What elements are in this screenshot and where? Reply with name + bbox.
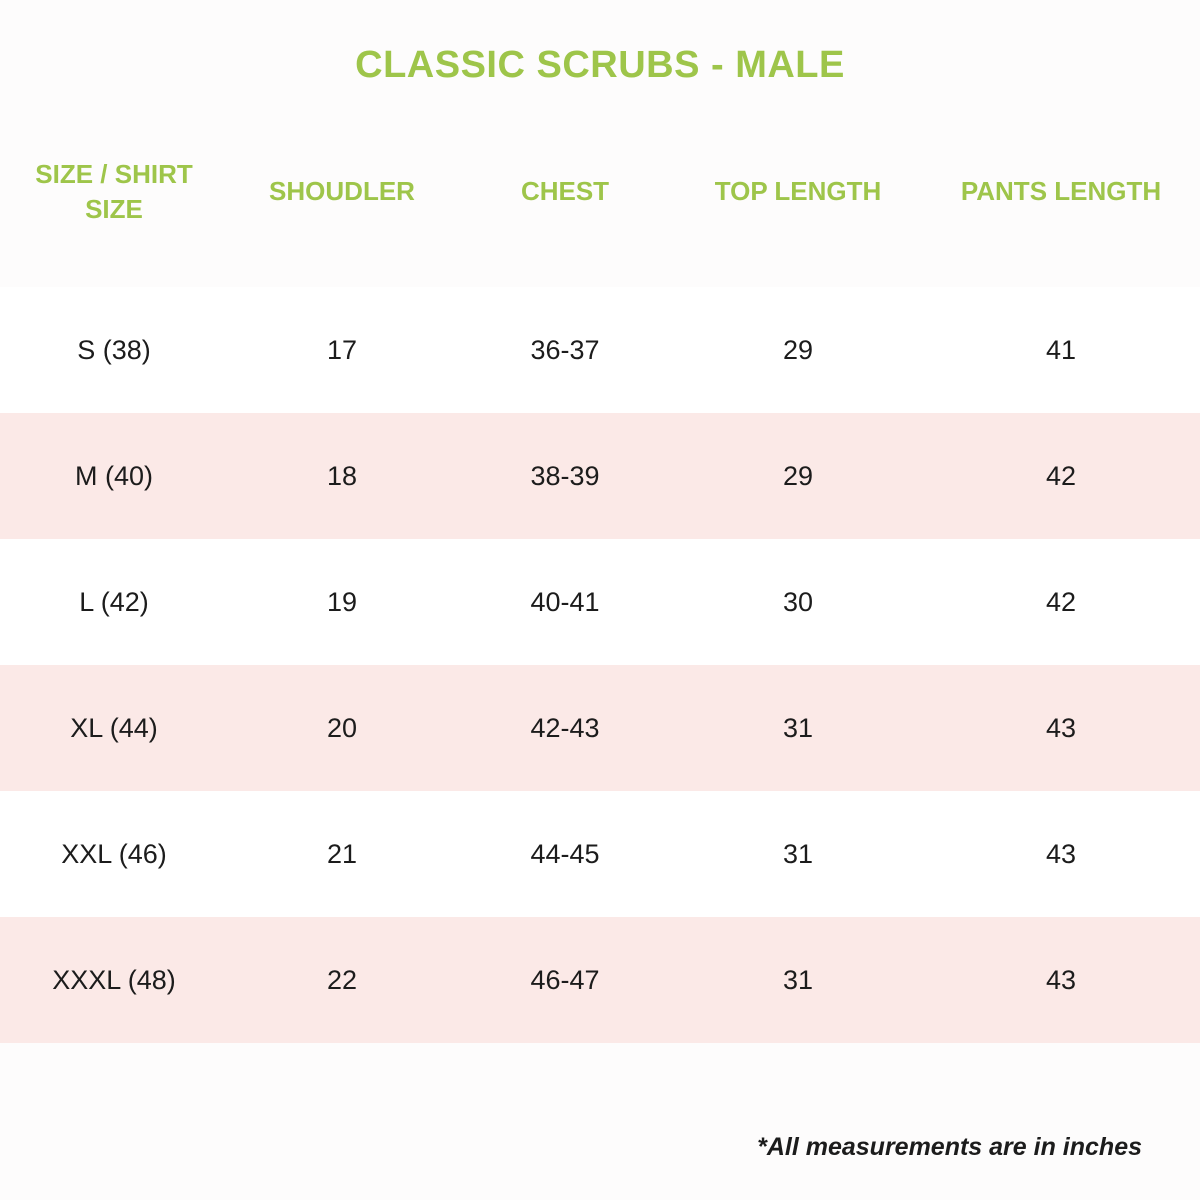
cell-shoulder: 17 bbox=[228, 287, 456, 413]
table-row bbox=[0, 539, 1200, 665]
column-header-pants-length: PANTS LENGTH bbox=[922, 97, 1200, 287]
table-header-row bbox=[0, 97, 1200, 287]
measurement-footnote: *All measurements are in inches bbox=[757, 1133, 1142, 1161]
cell-chest: 42-43 bbox=[456, 665, 674, 791]
page-title: CLASSIC SCRUBS - MALE bbox=[355, 44, 845, 86]
size-chart-table bbox=[0, 97, 1200, 1043]
cell-size: XXXL (48) bbox=[0, 917, 228, 1043]
column-header-size: SIZE / SHIRT SIZE bbox=[0, 97, 228, 287]
cell-pants-length: 41 bbox=[922, 287, 1200, 413]
cell-shoulder: 19 bbox=[228, 539, 456, 665]
cell-top-length: 31 bbox=[674, 665, 922, 791]
cell-size: L (42) bbox=[0, 539, 228, 665]
table-header bbox=[0, 97, 1200, 287]
cell-pants-length: 43 bbox=[922, 665, 1200, 791]
cell-size: S (38) bbox=[0, 287, 228, 413]
table-row bbox=[0, 665, 1200, 791]
cell-top-length: 29 bbox=[674, 413, 922, 539]
cell-pants-length: 43 bbox=[922, 791, 1200, 917]
column-header-top-length: TOP LENGTH bbox=[674, 97, 922, 287]
cell-chest: 38-39 bbox=[456, 413, 674, 539]
column-header-chest: CHEST bbox=[456, 97, 674, 287]
cell-pants-length: 42 bbox=[922, 413, 1200, 539]
cell-chest: 44-45 bbox=[456, 791, 674, 917]
cell-shoulder: 22 bbox=[228, 917, 456, 1043]
cell-pants-length: 42 bbox=[922, 539, 1200, 665]
table-row bbox=[0, 791, 1200, 917]
table-row bbox=[0, 917, 1200, 1043]
cell-top-length: 31 bbox=[674, 791, 922, 917]
cell-shoulder: 21 bbox=[228, 791, 456, 917]
cell-shoulder: 20 bbox=[228, 665, 456, 791]
table-row bbox=[0, 413, 1200, 539]
table-body bbox=[0, 287, 1200, 1043]
cell-top-length: 29 bbox=[674, 287, 922, 413]
cell-size: XL (44) bbox=[0, 665, 228, 791]
cell-top-length: 30 bbox=[674, 539, 922, 665]
table-row bbox=[0, 287, 1200, 413]
cell-top-length: 31 bbox=[674, 917, 922, 1043]
column-header-shoulder: SHOUDLER bbox=[228, 97, 456, 287]
cell-chest: 40-41 bbox=[456, 539, 674, 665]
cell-shoulder: 18 bbox=[228, 413, 456, 539]
cell-size: M (40) bbox=[0, 413, 228, 539]
cell-pants-length: 43 bbox=[922, 917, 1200, 1043]
cell-size: XXL (46) bbox=[0, 791, 228, 917]
cell-chest: 36-37 bbox=[456, 287, 674, 413]
cell-chest: 46-47 bbox=[456, 917, 674, 1043]
